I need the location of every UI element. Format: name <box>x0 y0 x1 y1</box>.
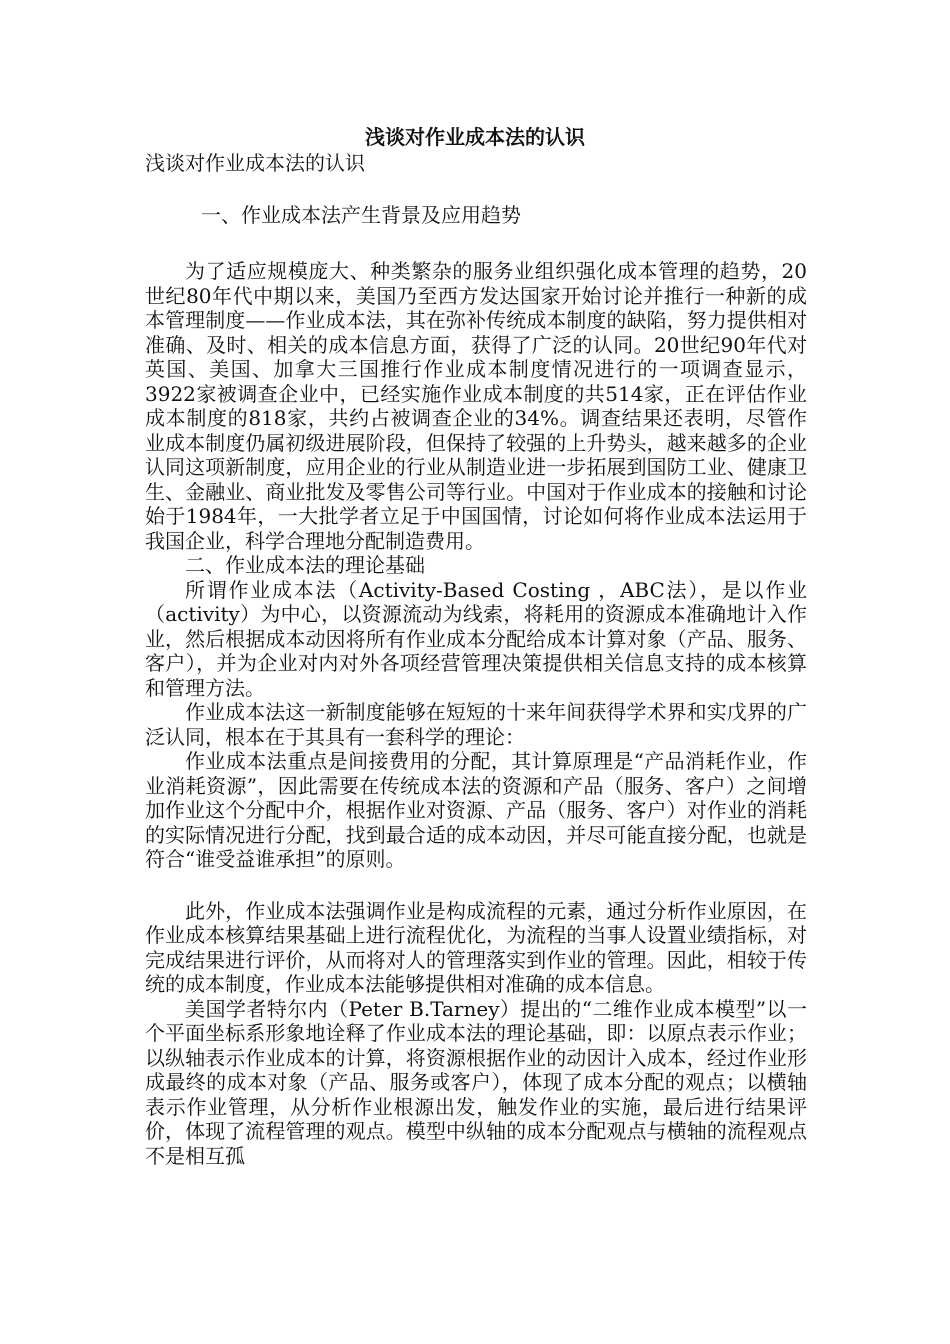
document-title: 浅谈对作业成本法的认识 <box>365 125 585 149</box>
paragraph-principle: 作业成本法重点是间接费用的分配，其计算原理是“产品消耗作业，作业消耗资源”，因此需要在传统成本法的资源和产品（服务、客户）之间增加作业这个分配中介，根据作业对资源、产品（服务、客户）对作业的消耗的实际情况进行分配，找到最合适的成本动因，并尽可能直接分配，也就是符合“谁受益谁承担”的原则。 <box>145 749 807 871</box>
paragraph-process: 此外，作业成本法强调作业是构成流程的元素，通过分析作业原因，在作业成本核算结果基础上进行流程优化，为流程的当事人设置业绩指标，对完成结果进行评价，从而将对人的管理落实到作业的管理。因此，相较于传统的成本制度，作业成本法能够提供相对准确的成本信息。 <box>145 898 807 996</box>
paragraph-recognition: 作业成本法这一新制度能够在短短的十来年间获得学术界和实戊界的广泛认同，根本在于其具有一套科学的理论： <box>145 700 807 749</box>
paragraph-abc-definition: 所谓作业成本法（Activity-Based Costing ，ABC法），是以作业（activity）为中心，以资源流动为线索，将耗用的资源成本准确地计入作业，然后根据成本动因将所有作业成本分配给成本计算对象（产品、服务、客户），并为企业对内对外各项经营管理决策提供相关信息支持的成本核算和管理方法。 <box>145 577 807 700</box>
paragraph-background: 为了适应规模庞大、种类繁杂的服务业组织强化成本管理的趋势，20世纪80年代中期以来，美国乃至西方发达国家开始讨论并推行一种新的成本管理制度——作业成本法，其在弥补传统成本制度的缺陷，努力提供相对准确、及时、相关的成本信息方面，获得了广泛的认同。20世纪90年代对英国、美国、加拿大三国推行作业成本制度情况进行的一项调查显示，3922家被调查企业中，已经实施作业成本制度的共514家，正在评估作业成本制度的818家，共约占被调查企业的34%。调查结果还表明，尽管作业成本制度仍属初级进展阶段，但保持了较强的上升势头，越来越多的企业认同这项新制度，应用企业的行业从制造业进一步拓展到国防工业、健康卫生、金融业、商业批发及零售公司等行业。中国对于作业成本的接触和讨论始于1984年，一大批学者立足于中国国情，讨论如何将作业成本法运用于我国企业，科学合理地分配制造费用。 <box>145 259 807 553</box>
section-heading-1: 一、作业成本法产生背景及应用趋势 <box>201 202 521 227</box>
document-body <box>145 151 807 1168</box>
paragraph-tarney-model: 美国学者特尔内（Peter B.Tarney）提出的“二维作业成本模型”以一个平面坐标系形象地诠释了作业成本法的理论基础，即：以原点表示作业；以纵轴表示作业成本的计算，将资源根据作业的动因计入成本，经过作业形成最终的成本对象（产品、服务或客户），体现了成本分配的观点；以横轴表示作业管理，从分析作业根源出发，触发作业的实施，最后进行结果评价，体现了流程管理的观点。模型中纵轴的成本分配观点与横轴的流程观点不是相互孤 <box>145 996 807 1168</box>
section-heading-2: 二、作业成本法的理论基础 <box>185 553 425 577</box>
document-subtitle: 浅谈对作业成本法的认识 <box>145 151 365 175</box>
